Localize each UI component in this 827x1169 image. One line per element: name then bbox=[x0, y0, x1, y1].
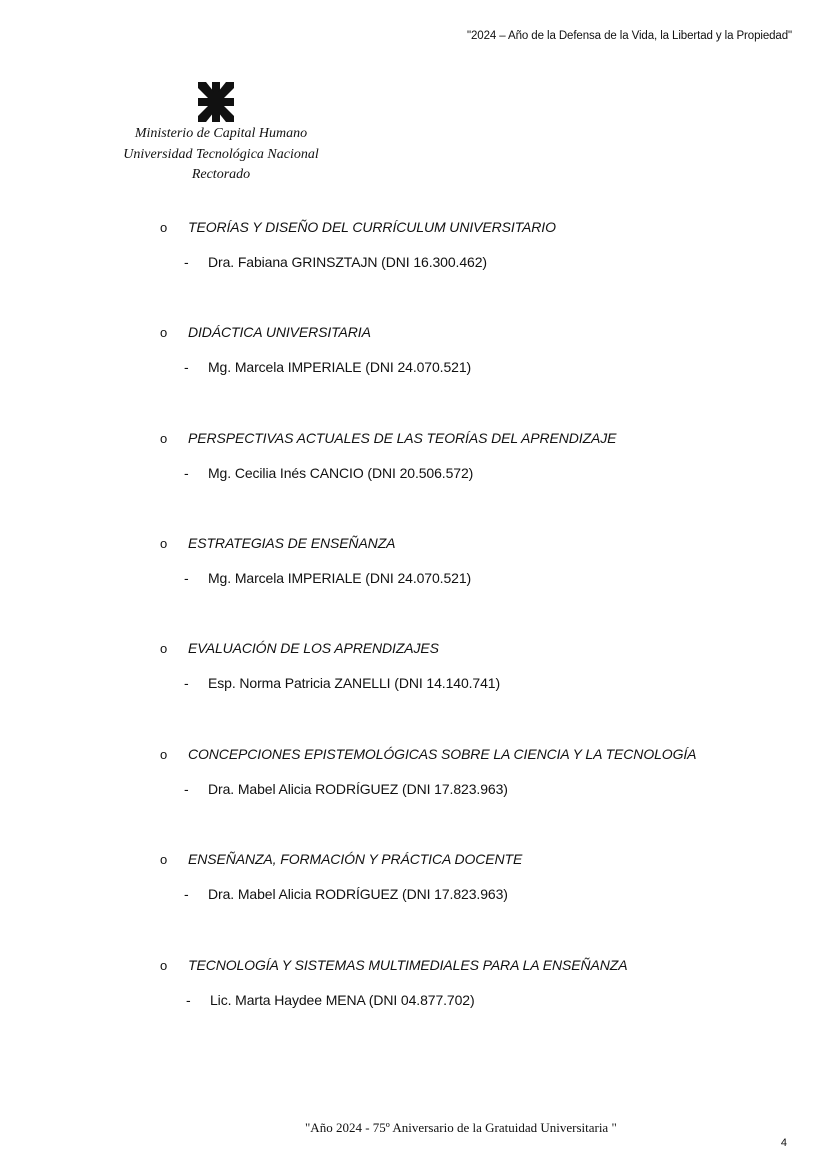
course-title: CONCEPCIONES EPISTEMOLÓGICAS SOBRE LA CIENCIA Y LA TECNOLOGÍA bbox=[188, 746, 697, 762]
course-title: TEORÍAS Y DISEÑO DEL CURRÍCULUM UNIVERSITARIO bbox=[188, 219, 556, 235]
course-title: TECNOLOGÍA Y SISTEMAS MULTIMEDIALES PARA LA ENSEÑANZA bbox=[188, 957, 628, 973]
page-number: 4 bbox=[780, 1137, 787, 1149]
instructor-name: Mg. Cecilia Inés CANCIO (DNI 20.506.572) bbox=[208, 465, 474, 481]
dash-marker: - bbox=[184, 254, 189, 270]
instructor-name: Dra. Mabel Alicia RODRÍGUEZ (DNI 17.823.963) bbox=[208, 886, 508, 902]
dash-marker: - bbox=[184, 675, 189, 691]
bullet-icon: o bbox=[160, 325, 168, 340]
dash-marker: - bbox=[184, 570, 189, 586]
dash-marker: - bbox=[186, 992, 191, 1008]
dash-marker: - bbox=[184, 886, 189, 902]
instructor-name: Lic. Marta Haydee MENA (DNI 04.877.702) bbox=[210, 992, 475, 1008]
office-name: Rectorado bbox=[191, 167, 251, 182]
course-title: ENSEÑANZA, FORMACIÓN Y PRÁCTICA DOCENTE bbox=[188, 851, 523, 867]
instructor-name: Mg. Marcela IMPERIALE (DNI 24.070.521) bbox=[208, 570, 472, 586]
course-title: EVALUACIÓN DE LOS APRENDIZAJES bbox=[188, 640, 439, 656]
bullet-icon: o bbox=[160, 536, 168, 551]
ministry-name: Ministerio de Capital Humano bbox=[134, 126, 308, 141]
bullet-icon: o bbox=[160, 220, 168, 235]
course-title: PERSPECTIVAS ACTUALES DE LAS TEORÍAS DEL APRENDIZAJE bbox=[188, 430, 617, 446]
dash-marker: - bbox=[184, 781, 189, 797]
institution-block bbox=[108, 124, 334, 186]
university-name: Universidad Tecnológica Nacional bbox=[123, 146, 319, 162]
dash-marker: - bbox=[184, 465, 189, 481]
bullet-icon: o bbox=[160, 431, 168, 446]
bullet-icon: o bbox=[160, 852, 168, 867]
utn-logo-icon bbox=[198, 82, 234, 122]
dash-marker: - bbox=[184, 359, 189, 375]
bullet-icon: o bbox=[160, 747, 168, 762]
footer-slogan: "Año 2024 - 75º Aniversario de la Gratuidad Universitaria " bbox=[305, 1120, 617, 1135]
instructor-name: Dra. Mabel Alicia RODRÍGUEZ (DNI 17.823.963) bbox=[208, 781, 508, 797]
bullet-icon: o bbox=[160, 641, 168, 656]
instructor-name: Mg. Marcela IMPERIALE (DNI 24.070.521) bbox=[208, 359, 472, 375]
instructor-name: Dra. Fabiana GRINSZTAJN (DNI 16.300.462) bbox=[208, 254, 487, 270]
header-slogan: "2024 – Año de la Defensa de la Vida, la Libertad y la Propiedad" bbox=[467, 30, 792, 42]
course-title: ESTRATEGIAS DE ENSEÑANZA bbox=[188, 535, 396, 551]
course-title: DIDÁCTICA UNIVERSITARIA bbox=[188, 324, 371, 340]
instructor-name: Esp. Norma Patricia ZANELLI (DNI 14.140.741) bbox=[208, 675, 501, 691]
bullet-icon: o bbox=[160, 958, 168, 973]
